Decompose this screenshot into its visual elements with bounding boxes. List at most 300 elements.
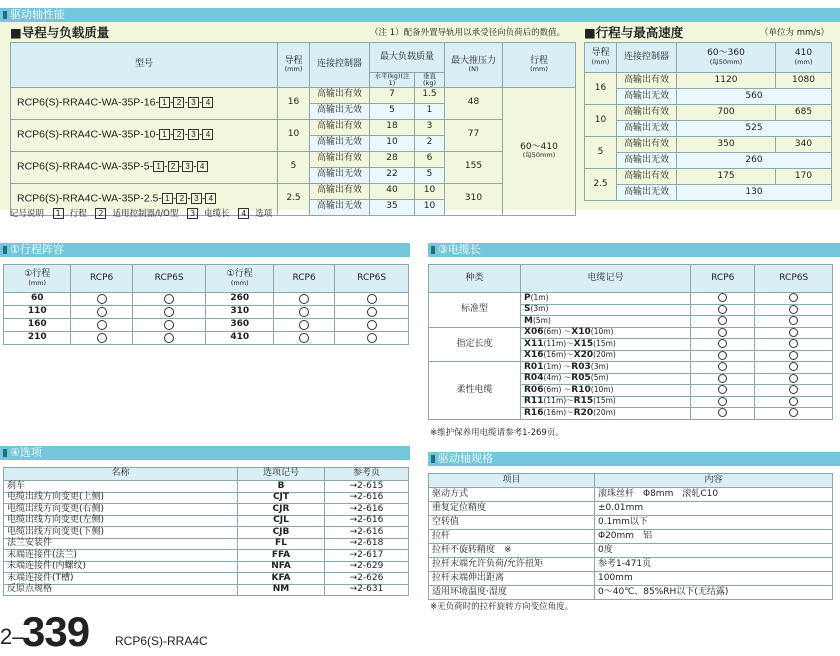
col-spec-item: 项目 [429, 474, 595, 488]
circle-icon [718, 339, 727, 348]
spec-item: 重复定位精度 [429, 502, 595, 516]
cable-available-rcp6 [691, 316, 755, 328]
option-code: CJT [238, 492, 325, 504]
col-lead: 导程 (mm) [278, 43, 310, 88]
model-text: RCP6(S)-RRA4C-WA-35P-2.5- [17, 192, 162, 205]
option-code: CJB [238, 527, 325, 539]
param-box-3: 3 [191, 193, 202, 204]
load-h-lo: 35 [370, 199, 415, 215]
col-model: 型号 [11, 43, 278, 88]
option-code: NFA [238, 561, 325, 573]
stroke-value: 410 [206, 332, 273, 345]
cable-code-part: (20m) [593, 350, 616, 360]
spec-item: 空转值 [429, 516, 595, 530]
option-name: 末端连接件(内螺纹) [4, 561, 238, 573]
option-page: →2-615 [325, 481, 409, 493]
param-box-1: 1 [159, 97, 170, 108]
cable-code-part: (1m) ～ [543, 361, 572, 371]
col-speed-a: 60～360 (每50mm) [677, 43, 776, 73]
cable-code [521, 385, 691, 397]
circle-icon [718, 305, 727, 314]
param-box-3: 3 [188, 129, 199, 140]
speed-controller-lo: 高输出无效 [617, 185, 677, 201]
param-box-4: 4 [202, 97, 213, 108]
speed-lead: 2.5 [585, 169, 617, 201]
circle-icon [367, 320, 377, 330]
speed-c: 525 [677, 121, 832, 137]
speed-c: 130 [677, 185, 832, 201]
circle-icon [789, 385, 798, 394]
col-opt-page: 参考页 [325, 468, 409, 481]
speed-b: 170 [776, 169, 832, 185]
cable-code-part: R20 [573, 407, 594, 418]
speed-a: 700 [677, 105, 776, 121]
option-page: →2-616 [325, 504, 409, 516]
cable-code-part: R01 [524, 361, 544, 372]
speed-controller-hi: 高输出有效 [617, 169, 677, 185]
lead-load-note: （注 1）配备外置导轨用以承受径向负荷后的数值。 [370, 28, 566, 38]
model-cell: RCP6(S)-RRA4C-WA-35P-2.5- 1 - 2 - 3 - 4 [11, 183, 278, 215]
load-h-lo: 22 [370, 167, 415, 183]
param-box-2: 2 [173, 97, 184, 108]
cable-code-part: (10m) [590, 384, 614, 394]
spec-content: 100mm [595, 572, 833, 586]
controller-hi: 高输出有效 [310, 151, 370, 167]
cable-available-rcp6 [691, 304, 755, 316]
option-page: →2-616 [325, 515, 409, 527]
cable-code-part: (3m) [530, 304, 549, 314]
col-opt-name: 名称 [4, 468, 238, 481]
spec-content: 0.1mm以下 [595, 516, 833, 530]
circle-icon [718, 362, 727, 371]
option-page: →2-617 [325, 550, 409, 562]
circle-icon [299, 333, 309, 343]
stroke-range [503, 87, 576, 215]
cable-available-rcp6s [755, 362, 833, 374]
option-page: →2-629 [325, 561, 409, 573]
cable-code-part: X15 [573, 338, 594, 349]
load-v-lo: 5 [415, 167, 445, 183]
col-rcp6s-a: RCP6S [132, 265, 206, 293]
cable-code-part: X06 [524, 327, 544, 338]
option-page: →2-631 [325, 584, 409, 596]
cable-available-rcp6 [691, 396, 755, 408]
model-cell: RCP6(S)-RRA4C-WA-35P-10- 1 - 2 - 3 - 4 [11, 119, 278, 151]
circle-icon [789, 339, 798, 348]
stroke-value: 260 [206, 293, 273, 306]
col-speed-b: 410 (mm) [776, 43, 832, 73]
available-rcp6 [71, 306, 132, 319]
load-v-lo: 1 [415, 103, 445, 119]
cable-code [521, 350, 691, 362]
speed-title: ■行程与最高速度 [584, 25, 684, 40]
cable-available-rcp6s [755, 339, 833, 351]
cable-code [521, 396, 691, 408]
circle-icon [299, 320, 309, 330]
option-name: 末端连接件(T槽) [4, 573, 238, 585]
circle-icon [789, 397, 798, 406]
lead-value: 16 [278, 87, 310, 119]
available-rcp6s [132, 319, 206, 332]
col-rcp6s-b: RCP6S [335, 265, 409, 293]
option-name: 反原点规格 [4, 584, 238, 596]
option-code: CJL [238, 515, 325, 527]
cable-available-rcp6s [755, 293, 833, 305]
cable-code-part: (15m) [593, 396, 616, 406]
circle-icon [789, 362, 798, 371]
circle-icon [718, 293, 727, 302]
spec-content: 滚珠丝杆 Φ8mm 滚轧C10 [595, 488, 833, 502]
cable-available-rcp6s [755, 396, 833, 408]
controller-hi: 高输出有效 [310, 119, 370, 135]
load-h-hi: 28 [370, 151, 415, 167]
option-code: B [238, 481, 325, 493]
param-box-3: 3 [188, 97, 199, 108]
model-text: RCP6(S)-RRA4C-WA-35P-16- [17, 96, 159, 109]
param-box-4: 4 [205, 193, 216, 204]
circle-icon [718, 328, 727, 337]
cable-code [521, 304, 691, 316]
col-speed-controller: 连接控制器 [617, 43, 677, 73]
model-text: RCP6(S)-RRA4C-WA-35P-5- [17, 160, 154, 173]
load-v-lo: 10 [415, 199, 445, 215]
available-rcp6s [335, 293, 409, 306]
circle-icon [789, 374, 798, 383]
spec-content: ±0.01mm [595, 502, 833, 516]
circle-icon [789, 328, 798, 337]
spec-content: 参考1-471页 [595, 558, 833, 572]
option-name: 电缆出线方向变更(左侧) [4, 515, 238, 527]
speed-controller-hi: 高输出有效 [617, 137, 677, 153]
cable-available-rcp6s [755, 304, 833, 316]
circle-icon [367, 333, 377, 343]
speed-b: 340 [776, 137, 832, 153]
option-name: 电缆出线方向变更(下侧) [4, 527, 238, 539]
circle-icon [718, 316, 727, 325]
available-rcp6 [273, 306, 334, 319]
spec-table [428, 473, 833, 600]
cable-code [521, 339, 691, 351]
cable-available-rcp6 [691, 373, 755, 385]
lead-load-title: ■导程与负载质量 [10, 25, 110, 40]
option-name: 法兰安装件 [4, 538, 238, 550]
push-value: 155 [445, 151, 503, 183]
cable-code-part: (16m)～ [543, 350, 574, 360]
cable-code-part: P [524, 292, 531, 303]
stroke-value: 110 [4, 306, 71, 319]
col-load-v: 垂直(kg) [415, 73, 445, 88]
cable-available-rcp6 [691, 339, 755, 351]
load-v-hi: 10 [415, 183, 445, 199]
load-h-lo: 10 [370, 135, 415, 151]
cable-code [521, 293, 691, 305]
circle-icon [718, 351, 727, 360]
option-page: →2-616 [325, 527, 409, 539]
col-cable-code: 电缆记号 [521, 265, 691, 293]
page-prefix: 2– [0, 624, 25, 649]
circle-icon [789, 408, 798, 417]
cable-code-part: X20 [573, 350, 594, 361]
cable-code-part: (3m) [590, 361, 609, 371]
circle-icon [718, 408, 727, 417]
footer-model: RCP6(S)-RRA4C [115, 634, 208, 648]
controller-lo: 高输出无效 [310, 199, 370, 215]
option-name: 电缆出线方向变更(上侧) [4, 492, 238, 504]
speed-a: 175 [677, 169, 776, 185]
section-stroke: ①行程阵容 [0, 243, 410, 257]
cable-available-rcp6s [755, 373, 833, 385]
param-box-2: 2 [176, 193, 187, 204]
option-page: →2-618 [325, 538, 409, 550]
param-box-3: 3 [182, 161, 193, 172]
speed-controller-lo: 高输出无效 [617, 153, 677, 169]
load-h-hi: 40 [370, 183, 415, 199]
spec-item: 拉杆 [429, 530, 595, 544]
cable-note: ※维护保养用电缆请参考1-269页。 [430, 428, 564, 438]
col-spec-content: 内容 [595, 474, 833, 488]
circle-icon [164, 320, 174, 330]
cable-available-rcp6 [691, 408, 755, 420]
cable-code [521, 362, 691, 374]
load-v-hi: 6 [415, 151, 445, 167]
section-spec: 驱动轴规格 [428, 452, 840, 466]
page-number: 339 [22, 608, 90, 655]
spec-item: 拉杆末端伸出距离 [429, 572, 595, 586]
available-rcp6 [71, 332, 132, 345]
col-stroke-a: ①行程 (mm) [4, 265, 71, 293]
cable-type: 标准型 [429, 293, 521, 328]
speed-controller-lo: 高输出无效 [617, 121, 677, 137]
col-type: 种类 [429, 265, 521, 293]
speed-unit: （单位为 mm/s） [760, 28, 830, 38]
col-stroke-b: ①行程 (mm) [206, 265, 273, 293]
option-name: 电缆出线方向变更(右侧) [4, 504, 238, 516]
load-h-hi: 7 [370, 87, 415, 103]
circle-icon [367, 294, 377, 304]
cable-code-part: R04 [524, 373, 544, 384]
circle-icon [789, 351, 798, 360]
cable-code-part: (11m)～ [543, 338, 574, 348]
stroke-table [3, 264, 409, 345]
stroke-range-sub: (每50mm) [522, 151, 556, 160]
speed-a: 1120 [677, 73, 776, 89]
circle-icon [789, 305, 798, 314]
cable-code-part: M [524, 315, 533, 326]
circle-icon [367, 307, 377, 317]
section-options: ④选项 [0, 446, 410, 460]
circle-icon [97, 307, 107, 317]
cable-available-rcp6s [755, 327, 833, 339]
param-box-1: 1 [162, 193, 173, 204]
circle-icon [718, 385, 727, 394]
cable-code-part: R11 [524, 396, 544, 407]
cable-code-part: X11 [524, 338, 544, 349]
cable-available-rcp6 [691, 327, 755, 339]
circle-icon [164, 294, 174, 304]
circle-icon [718, 397, 727, 406]
controller-hi: 高输出有效 [310, 87, 370, 103]
speed-b: 685 [776, 105, 832, 121]
circle-icon [789, 293, 798, 302]
col-push: 最大推压力 (N) [445, 43, 503, 88]
cable-available-rcp6 [691, 385, 755, 397]
cable-code-part: (5m) [590, 373, 609, 383]
available-rcp6 [273, 332, 334, 345]
speed-c: 560 [677, 89, 832, 105]
speed-c: 260 [677, 153, 832, 169]
speed-controller-lo: 高输出无效 [617, 89, 677, 105]
cable-code-part: (5m) [532, 315, 551, 325]
cable-available-rcp6s [755, 316, 833, 328]
cable-code-part: (6m) ～ [543, 327, 572, 337]
cable-code-part: R03 [571, 361, 591, 372]
legend: 记号说明 1 行程 2 适用控制器/I/O型 3 电缆长 4 选项 [10, 209, 273, 219]
load-v-hi: 3 [415, 119, 445, 135]
circle-icon [164, 333, 174, 343]
spec-item: 适用环境温度·湿度 [429, 586, 595, 600]
available-rcp6 [273, 319, 334, 332]
cable-code-part: (10m) [590, 327, 614, 337]
circle-icon [97, 294, 107, 304]
circle-icon [97, 333, 107, 343]
push-value: 310 [445, 183, 503, 215]
param-box-4: 4 [197, 161, 208, 172]
cable-available-rcp6s [755, 350, 833, 362]
col-stroke: 行程 (mm) [503, 43, 576, 88]
speed-a: 350 [677, 137, 776, 153]
cable-code-part: (6m) ～ [543, 384, 572, 394]
col-max-load: 最大负载质量 [370, 43, 445, 73]
cable-type: 指定长度 [429, 327, 521, 362]
circle-icon [97, 320, 107, 330]
cable-code-part: R16 [524, 407, 544, 418]
cable-available-rcp6 [691, 350, 755, 362]
option-code: CJR [238, 504, 325, 516]
circle-icon [299, 294, 309, 304]
col-rcp6-a: RCP6 [71, 265, 132, 293]
available-rcp6s [335, 332, 409, 345]
stroke-value: 310 [206, 306, 273, 319]
option-code: FL [238, 538, 325, 550]
available-rcp6 [71, 293, 132, 306]
col-controller: 连接控制器 [310, 43, 370, 88]
load-v-lo: 2 [415, 135, 445, 151]
col-opt-code: 选项记号 [238, 468, 325, 481]
speed-lead: 10 [585, 105, 617, 137]
cable-code-part: R15 [573, 396, 594, 407]
lead-value: 10 [278, 119, 310, 151]
circle-icon [164, 307, 174, 317]
param-box-2: 2 [168, 161, 179, 172]
option-name: 末端连接件(法兰) [4, 550, 238, 562]
option-code: FFA [238, 550, 325, 562]
col-cable-rcp6: RCP6 [691, 265, 755, 293]
spec-content: Φ20mm 铝 [595, 530, 833, 544]
circle-icon [789, 316, 798, 325]
model-cell: RCP6(S)-RRA4C-WA-35P-5- 1 - 2 - 3 - 4 [11, 151, 278, 183]
section-drive-performance: 驱动轴性能 [0, 8, 840, 22]
param-box-1: 1 [159, 129, 170, 140]
spec-note: ※无负荷时的拉杆旋转方向变位角度。 [430, 602, 574, 612]
speed-lead: 16 [585, 73, 617, 105]
cable-code-part: (20m) [593, 407, 616, 417]
col-cable-rcp6s: RCP6S [755, 265, 833, 293]
speed-controller-hi: 高输出有效 [617, 105, 677, 121]
stroke-range-value: 60～410 [520, 142, 558, 152]
section-cable: ③电缆长 [428, 243, 840, 257]
option-code: KFA [238, 573, 325, 585]
options-table [3, 467, 409, 596]
spec-item: 驱动方式 [429, 488, 595, 502]
load-h-lo: 5 [370, 103, 415, 119]
load-v-hi: 1.5 [415, 87, 445, 103]
cable-code-part: (15m) [593, 338, 616, 348]
available-rcp6s [335, 306, 409, 319]
speed-lead: 5 [585, 137, 617, 169]
col-rcp6-b: RCP6 [273, 265, 334, 293]
option-page: →2-616 [325, 492, 409, 504]
cable-code [521, 316, 691, 328]
option-name: 刹车 [4, 481, 238, 493]
speed-controller-hi: 高输出有效 [617, 73, 677, 89]
cable-code-part: (4m) ～ [543, 373, 572, 383]
cable-available-rcp6s [755, 385, 833, 397]
lead-value: 2.5 [278, 183, 310, 215]
lead-value: 5 [278, 151, 310, 183]
option-page: →2-626 [325, 573, 409, 585]
controller-lo: 高输出无效 [310, 135, 370, 151]
load-h-hi: 18 [370, 119, 415, 135]
model-cell: RCP6(S)-RRA4C-WA-35P-16- 1 - 2 - 3 - 4 [11, 87, 278, 119]
cable-code-part: R10 [571, 384, 591, 395]
spec-content: 0度 [595, 544, 833, 558]
speed-b: 1080 [776, 73, 832, 89]
cable-code-part: X16 [524, 350, 544, 361]
col-speed-lead: 导程 (mm) [585, 43, 617, 73]
available-rcp6s [132, 332, 206, 345]
cable-code [521, 408, 691, 420]
cable-code-part: R06 [524, 384, 544, 395]
speed-table [584, 42, 832, 201]
stroke-value: 60 [4, 293, 71, 306]
spec-item: 拉杆不旋转精度 ※ [429, 544, 595, 558]
cable-type: 柔性电缆 [429, 362, 521, 420]
cable-code-part: (16m)～ [543, 407, 574, 417]
cable-code-part: X10 [571, 327, 591, 338]
available-rcp6 [273, 293, 334, 306]
stroke-value: 210 [4, 332, 71, 345]
cable-available-rcp6s [755, 408, 833, 420]
model-text: RCP6(S)-RRA4C-WA-35P-10- [17, 128, 159, 141]
controller-lo: 高输出无效 [310, 103, 370, 119]
controller-lo: 高输出无效 [310, 167, 370, 183]
push-value: 48 [445, 87, 503, 119]
cable-code-part: R05 [571, 373, 591, 384]
available-rcp6s [132, 293, 206, 306]
spec-item: 拉杆末端允许负荷/允许扭矩 [429, 558, 595, 572]
cable-available-rcp6 [691, 362, 755, 374]
lead-load-table [10, 42, 576, 216]
stroke-value: 160 [4, 319, 71, 332]
cable-code-part: S [524, 304, 531, 315]
spec-content: 0～40℃、85%RH以下(无结露) [595, 586, 833, 600]
cable-available-rcp6 [691, 293, 755, 305]
cable-code-part: (11m)～ [543, 396, 574, 406]
param-box-4: 4 [202, 129, 213, 140]
param-box-1: 1 [153, 161, 164, 172]
cable-table [428, 264, 833, 420]
available-rcp6s [335, 319, 409, 332]
